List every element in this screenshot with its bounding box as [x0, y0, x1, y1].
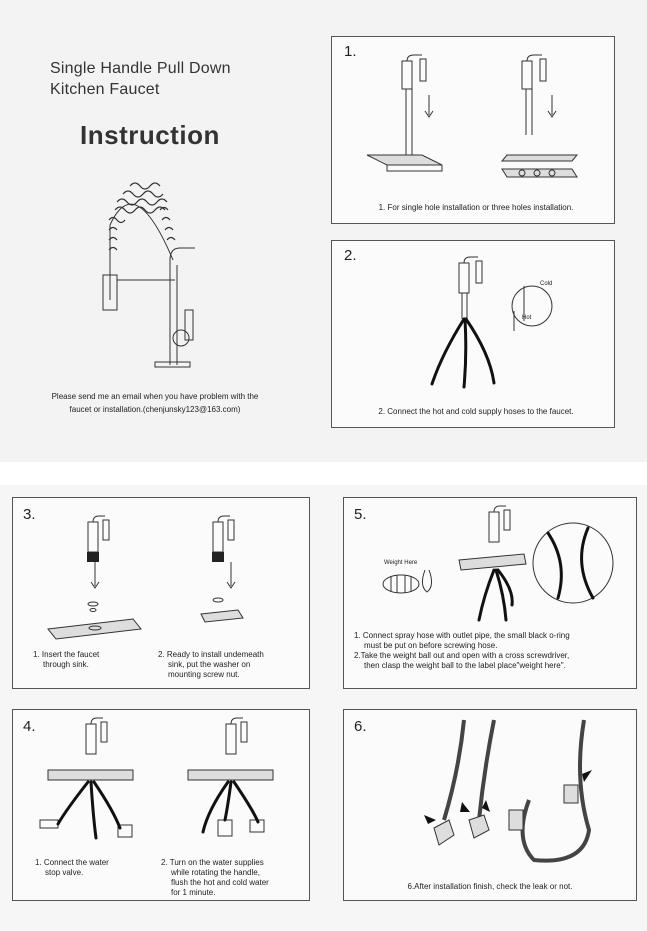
- step-4-right-line2: while rotating the handle,: [171, 868, 260, 877]
- step-5-line4: then clasp the weight ball to the label place"weight here".: [364, 661, 566, 670]
- connect-stop-valve-illustration: [38, 720, 158, 850]
- product-title-line1: Single Handle Pull Down: [50, 60, 231, 77]
- three-hole-faucet-illustration: [497, 55, 607, 175]
- step-5-line3: 2.Take the weight ball out and open with a cross screwdriver,: [354, 651, 570, 660]
- step-2-number: 2.: [344, 247, 357, 264]
- step-3-number: 3.: [23, 506, 36, 523]
- step-3-right-line2: sink, put the washer on: [168, 660, 251, 669]
- weight-here-label: Weight Here: [384, 560, 418, 566]
- step-3-left-caption: [33, 650, 99, 670]
- step-3-left-line2: through sink.: [43, 660, 89, 669]
- step-6-caption: 6.After installation finish, check the leak or not.: [407, 882, 573, 891]
- step-4-right-line1: 2. Turn on the water supplies: [161, 858, 264, 867]
- bottom-instruction-sheet: [0, 485, 647, 931]
- supply-hoses-illustration: [422, 259, 502, 389]
- hose-closeup-circle-illustration: [528, 518, 618, 608]
- step-4-right-line3: flush the hot and cold water: [171, 878, 269, 887]
- step-4-left-line1: 1. Connect the water: [35, 858, 109, 867]
- single-hole-faucet-illustration: [362, 55, 472, 175]
- step-3-right-line3: mounting screw nut.: [168, 670, 240, 679]
- hot-label: Hot: [522, 315, 532, 321]
- step-1-caption: 1. For single hole installation or three holes installation.: [378, 203, 574, 212]
- step-4-right-line4: for 1 minute.: [171, 888, 216, 897]
- step-5-line1: 1. Connect spray hose with outlet pipe, the small black o-ring: [354, 631, 570, 640]
- step-6-number: 6.: [354, 718, 367, 735]
- step-1-number: 1.: [344, 43, 357, 60]
- step-4-right-caption: [161, 858, 269, 898]
- contact-line2: faucet or installation.(chenjunsky123@163.com): [69, 405, 241, 414]
- product-title: [50, 58, 231, 100]
- contact-line1: Please send me an email when you have problem with the: [51, 392, 259, 401]
- flush-water-illustration: [178, 720, 298, 850]
- product-title-line2: Kitchen Faucet: [50, 81, 160, 98]
- step-6-panel: [343, 709, 637, 901]
- step-4-left-caption: [35, 858, 109, 878]
- step-3-panel: [12, 497, 310, 689]
- insert-faucet-illustration: [43, 514, 153, 644]
- step-5-caption: [354, 631, 570, 671]
- washer-illustration: [183, 514, 293, 644]
- step-3-right-line1: 2. Ready to install undemeath: [158, 650, 264, 659]
- instruction-heading: Instruction: [80, 120, 220, 150]
- step-3-right-caption: [158, 650, 264, 680]
- spring-faucet-illustration: [95, 170, 225, 370]
- step-4-number: 4.: [23, 718, 36, 735]
- leak-check-illustration: [414, 720, 614, 870]
- weight-ball-illustration: [379, 566, 439, 606]
- step-5-number: 5.: [354, 506, 367, 523]
- step-5-panel: [343, 497, 637, 689]
- top-instruction-sheet: [0, 0, 647, 462]
- step-3-left-line1: 1. Insert the faucet: [33, 650, 100, 659]
- step-2-caption: 2. Connect the hot and cold supply hoses to the faucet.: [378, 407, 574, 416]
- cold-label: Cold: [540, 281, 553, 287]
- step-4-left-line2: stop valve.: [45, 868, 84, 877]
- step-2-panel: [331, 240, 615, 428]
- contact-email-note: [30, 390, 280, 416]
- step-1-panel: [331, 36, 615, 224]
- hot-cold-detail-illustration: [504, 281, 564, 341]
- step-5-line2: must be put on before screwing hose.: [364, 641, 498, 650]
- step-4-panel: [12, 709, 310, 901]
